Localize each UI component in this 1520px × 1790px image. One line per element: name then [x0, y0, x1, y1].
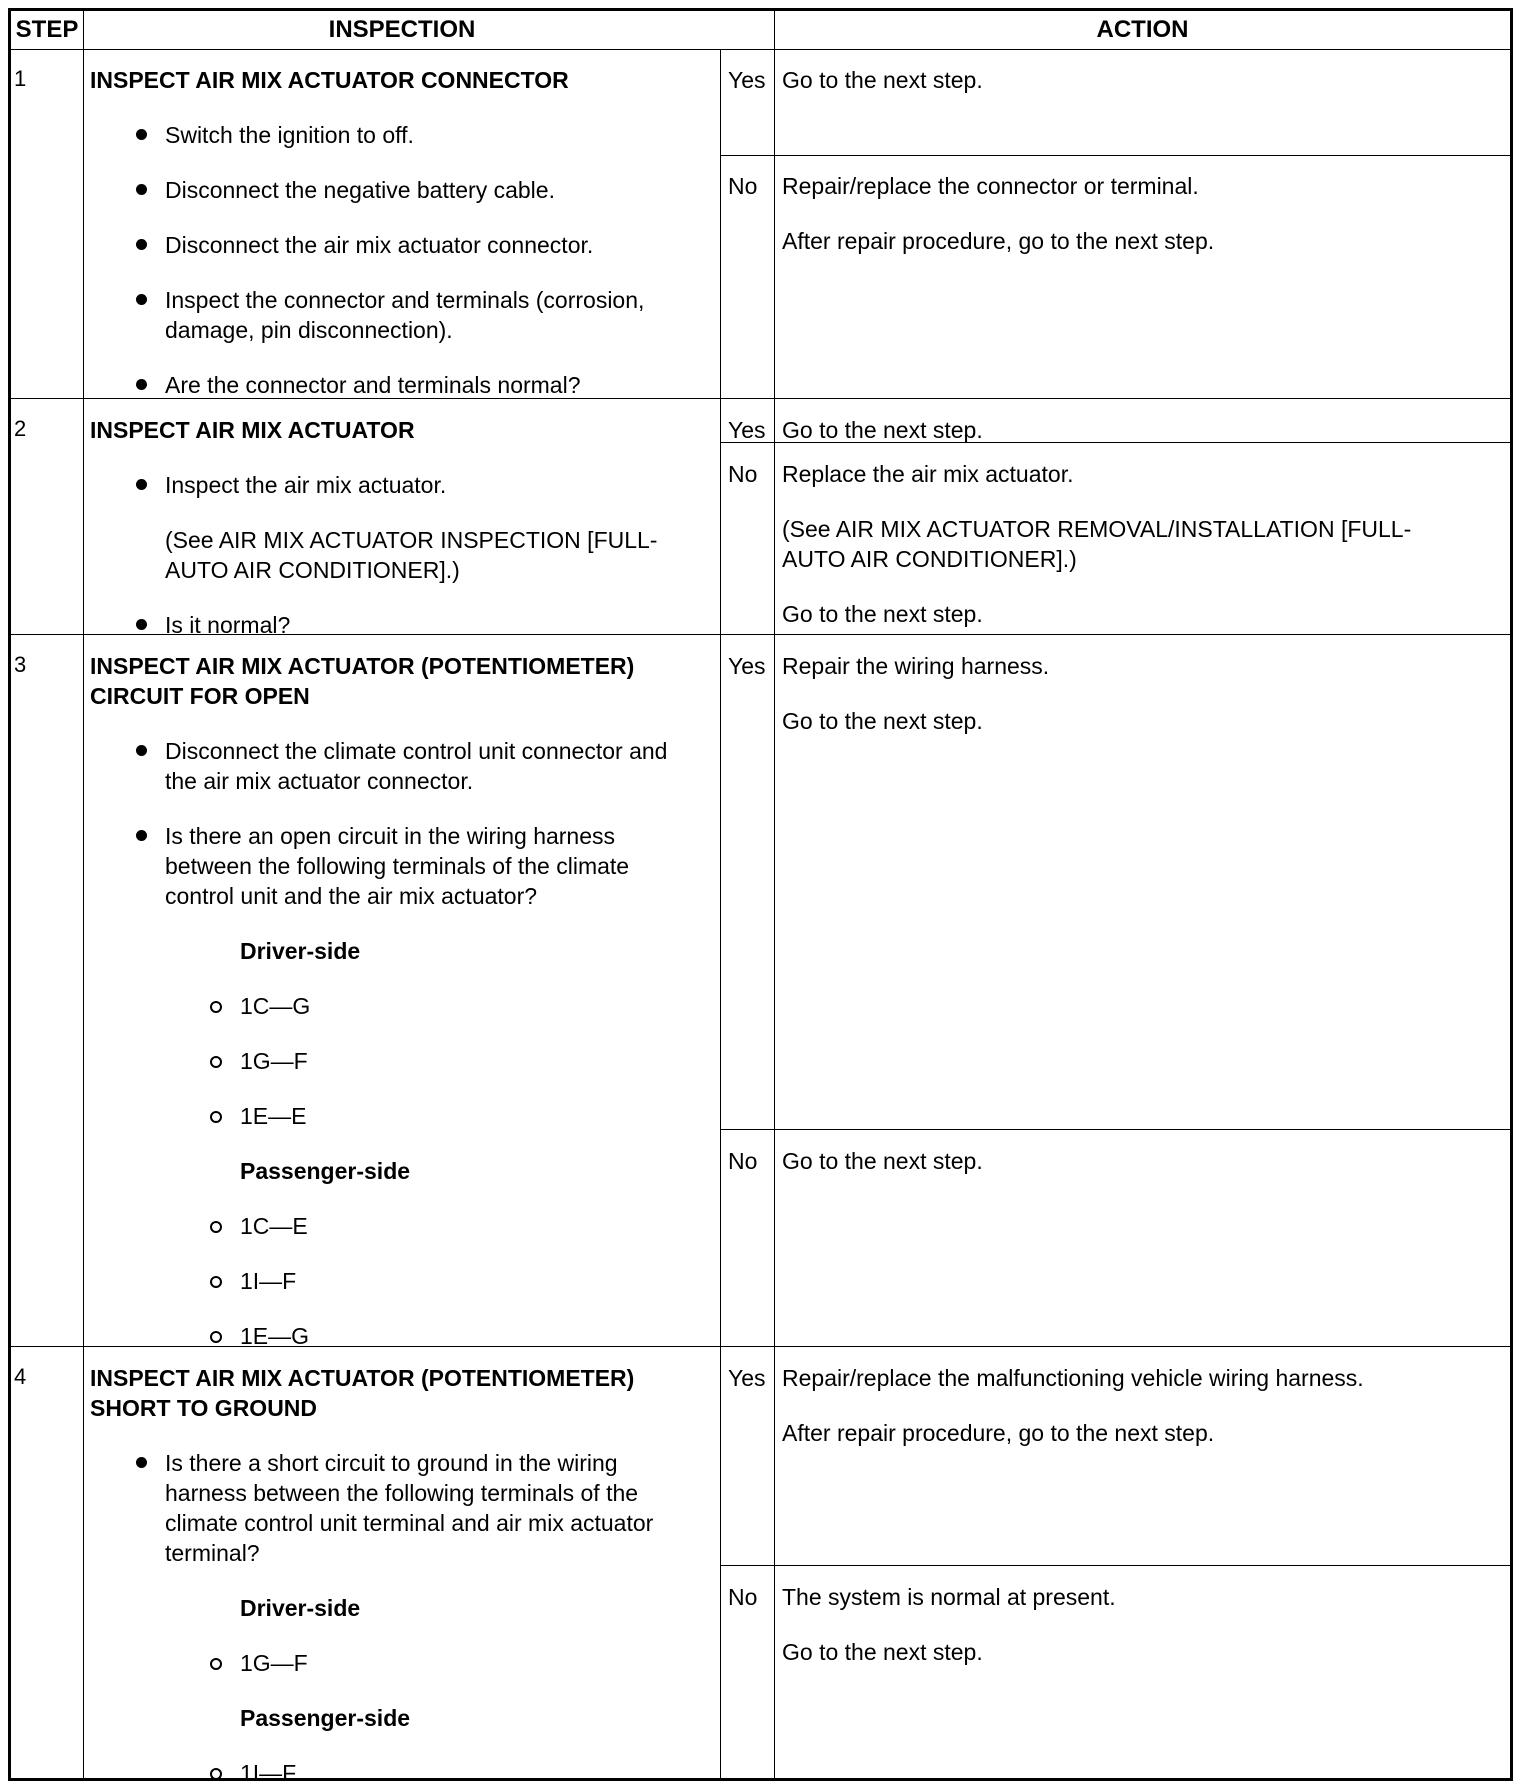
bullet-item: Disconnect the negative battery cable.	[90, 175, 700, 205]
divider	[720, 155, 1510, 156]
action-line: (See AIR MIX ACTUATOR REMOVAL/INSTALLATION [FULL-AUTO AIR CONDITIONER].)	[782, 516, 1412, 572]
no-action	[782, 171, 1502, 281]
terminal-pair: 1C—G	[90, 991, 700, 1021]
no-action	[782, 1582, 1502, 1692]
terminal-pair: 1E—G	[90, 1321, 700, 1351]
bullet-item: Disconnect the climate control unit connector and the air mix actuator connector.	[90, 736, 700, 796]
action-line: Go to the next step.	[782, 601, 983, 627]
step-title: INSPECT AIR MIX ACTUATOR	[90, 417, 415, 443]
action-line: After repair procedure, go to the next step.	[782, 228, 1215, 254]
step-1-inspection	[90, 65, 700, 400]
yes-label: Yes	[728, 417, 766, 443]
header-step: STEP	[15, 16, 79, 43]
divider	[11, 49, 1510, 50]
divider	[83, 11, 84, 1778]
step-2-inspection	[90, 415, 700, 640]
bullet-item: Is it normal?	[90, 610, 700, 640]
step-3-inspection	[90, 651, 700, 1351]
action-line: Repair/replace the malfunctioning vehicle wiring harness.	[782, 1365, 1364, 1391]
action-line: Go to the next step.	[782, 708, 983, 734]
diagnostic-procedure-table	[8, 8, 1513, 1786]
divider	[720, 1129, 1510, 1130]
step-title: INSPECT AIR MIX ACTUATOR CONNECTOR	[90, 67, 569, 93]
bullet-item: Switch the ignition to off.	[90, 120, 700, 150]
yes-label: Yes	[728, 1365, 766, 1391]
terminal-pair: 1E—E	[90, 1101, 700, 1131]
no-action	[782, 1146, 1502, 1201]
step-number: 1	[14, 66, 27, 91]
yes-label: Yes	[728, 67, 766, 93]
divider	[774, 11, 775, 1778]
yes-action	[782, 1363, 1502, 1473]
terminal-pair: 1I—F	[90, 1266, 700, 1296]
action-line: After repair procedure, go to the next step.	[782, 1420, 1215, 1446]
terminal-pair: 1G—F	[90, 1046, 700, 1076]
reference-note: (See AIR MIX ACTUATOR INSPECTION [FULL-AUTO AIR CONDITIONER].)	[165, 527, 658, 583]
driver-side-label: Driver-side	[240, 938, 361, 964]
header-inspection: INSPECTION	[328, 16, 476, 43]
step-title: INSPECT AIR MIX ACTUATOR (POTENTIOMETER) SHORT TO GROUND	[90, 1365, 635, 1421]
action-line: Replace the air mix actuator.	[782, 461, 1074, 487]
yes-action	[782, 651, 1502, 761]
no-action	[782, 459, 1502, 654]
step-title: INSPECT AIR MIX ACTUATOR (POTENTIOMETER) CIRCUIT FOR OPEN	[90, 653, 635, 709]
action-line: Go to the next step.	[782, 67, 983, 93]
action-line: Go to the next step.	[782, 1148, 983, 1174]
bullet-item: Inspect the air mix actuator.	[90, 470, 700, 500]
bullet-item: Disconnect the air mix actuator connector.	[90, 230, 700, 260]
action-line: Repair the wiring harness.	[782, 653, 1050, 679]
step-4-inspection	[90, 1363, 700, 1788]
action-line: Go to the next step.	[782, 417, 983, 443]
bullet-item: Is there an open circuit in the wiring harness between the following terminals of the climate control unit and the air mix actuator?	[90, 821, 700, 911]
step-number: 4	[14, 1364, 27, 1389]
no-label: No	[728, 1584, 758, 1610]
yes-action	[782, 65, 1502, 120]
header-action: ACTION	[1096, 16, 1189, 43]
terminal-pair: 1C—E	[90, 1211, 700, 1241]
terminal-pair: 1G—F	[90, 1648, 700, 1678]
driver-side-label: Driver-side	[240, 1595, 361, 1621]
bullet-item: Inspect the connector and terminals (corrosion, damage, pin disconnection).	[90, 285, 700, 345]
action-line: The system is normal at present.	[782, 1584, 1116, 1610]
step-number: 2	[14, 416, 27, 441]
divider	[720, 49, 721, 1778]
no-label: No	[728, 461, 758, 487]
passenger-side-label: Passenger-side	[240, 1705, 411, 1731]
terminal-pair: 1I—F	[90, 1758, 700, 1788]
no-label: No	[728, 173, 758, 199]
action-line: Go to the next step.	[782, 1639, 983, 1665]
yes-label: Yes	[728, 653, 766, 679]
passenger-side-label: Passenger-side	[240, 1158, 411, 1184]
divider	[720, 1565, 1510, 1566]
action-line: Repair/replace the connector or terminal.	[782, 173, 1199, 199]
no-label: No	[728, 1148, 758, 1174]
step-number: 3	[14, 652, 27, 677]
bullet-item: Is there a short circuit to ground in the wiring harness between the following terminals of the climate control unit terminal and air mix actuator terminal?	[90, 1448, 700, 1568]
bullet-item: Are the connector and terminals normal?	[90, 370, 700, 400]
